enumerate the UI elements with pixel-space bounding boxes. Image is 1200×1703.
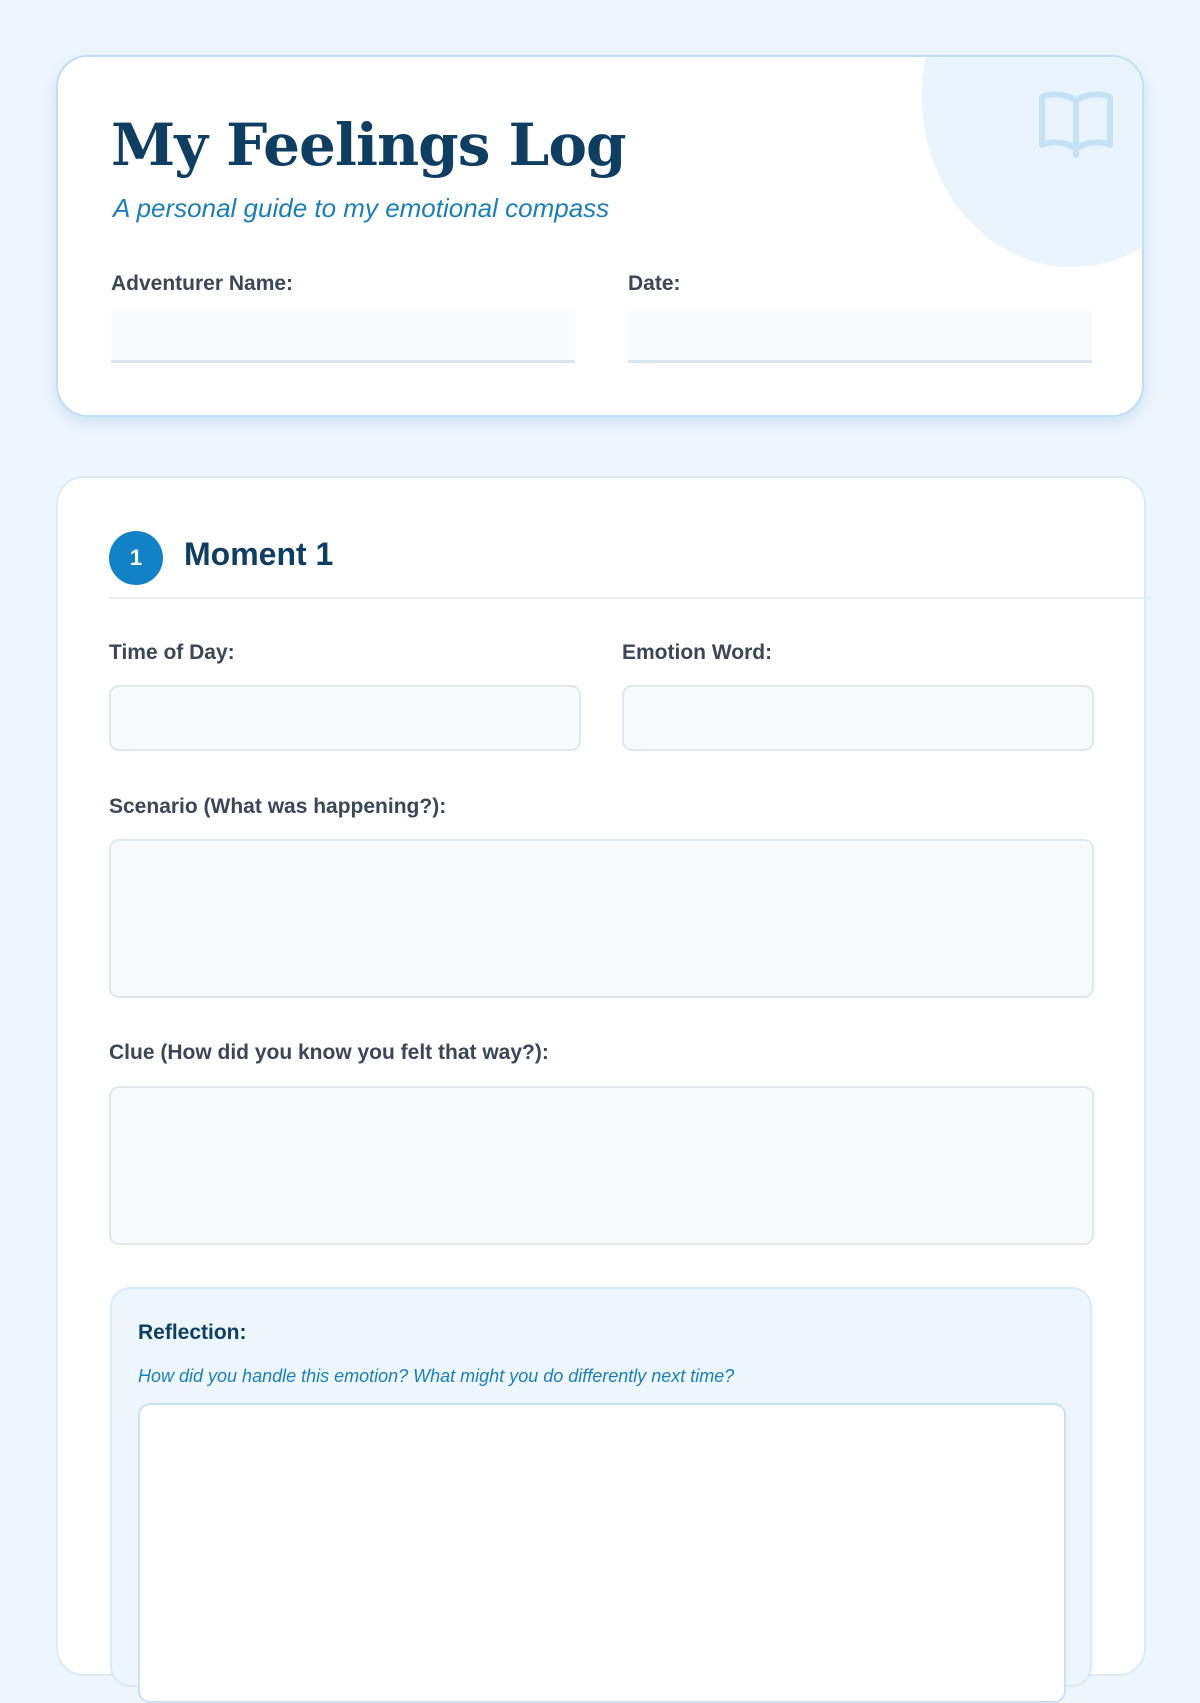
header-card <box>56 55 1144 417</box>
page-subtitle: A personal guide to my emotional compass <box>113 193 610 223</box>
adventurer-name-input[interactable] <box>111 311 575 363</box>
clue-textarea[interactable] <box>109 1086 1094 1245</box>
scenario-textarea[interactable] <box>109 839 1094 998</box>
moment-divider <box>109 597 1152 599</box>
reflection-label: Reflection: <box>138 1321 247 1344</box>
page-title: My Feelings Log <box>111 111 626 179</box>
moment-number-badge: 1 <box>109 531 163 585</box>
header-decoration <box>922 55 1144 267</box>
time-of-day-input[interactable] <box>109 685 581 751</box>
date-input[interactable] <box>628 311 1092 363</box>
moment-title: Moment 1 <box>184 536 334 572</box>
adventurer-name-label: Adventurer Name: <box>111 272 294 295</box>
reflection-textarea[interactable] <box>138 1403 1066 1703</box>
emotion-word-label: Emotion Word: <box>622 641 773 664</box>
date-label: Date: <box>628 272 681 295</box>
reflection-section <box>110 1287 1092 1687</box>
book-icon <box>1038 89 1114 159</box>
scenario-label: Scenario (What was happening?): <box>109 795 447 818</box>
time-of-day-label: Time of Day: <box>109 641 235 664</box>
moment-card <box>56 476 1146 1676</box>
clue-label: Clue (How did you know you felt that way?): <box>109 1041 549 1064</box>
emotion-word-input[interactable] <box>622 685 1094 751</box>
reflection-prompt: How did you handle this emotion? What might you do differently next time? <box>138 1366 735 1386</box>
